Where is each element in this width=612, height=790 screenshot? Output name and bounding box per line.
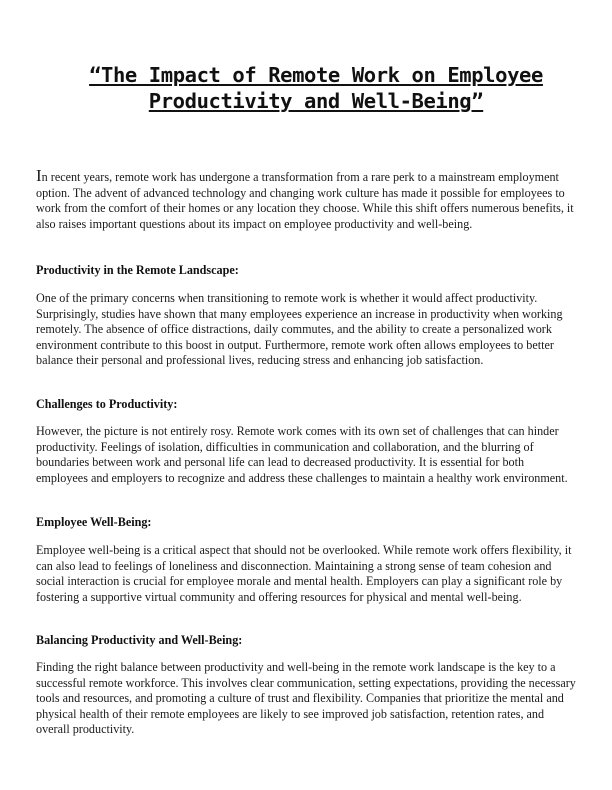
section-heading-well-being: Employee Well-Being: — [36, 515, 152, 529]
document-title: “The Impact of Remote Work on Employee Productivity and Well-Being” — [89, 63, 543, 113]
section-heading-challenges: Challenges to Productivity: — [36, 397, 178, 411]
section-heading-productivity: Productivity in the Remote Landscape: — [36, 263, 239, 277]
intro-paragraph: In recent years, remote work has undergone a transformation from a rare perk to a mainstream employment option. The advent of advanced technology and changing work culture has made it possible for employees to work from the comfort of their homes or any location they choose. While this shift offers numerous benefits, it also raises important questions about its impact on employee productivity and well-being. — [36, 166, 574, 231]
section-body-productivity: One of the primary concerns when transitioning to remote work is whether it would affect productivity. Surprisingly, studies have shown that many employees experience an increase in productivity when working remotely. The absence of office distractions, daily commutes, and the ability to create a personalized work environment contribute to this boost in output. Furthermore, remote work often allows employees to better balance their personal and professional lives, reducing stress and enhancing job satisfaction. — [36, 291, 563, 368]
section-body-well-being: Employee well-being is a critical aspect that should not be overlooked. While remote work offers flexibility, it can also lead to feelings of loneliness and disconnection. Maintaining a strong sense of team cohesion and social interaction is crucial for employee morale and mental health. Employers can play a significant role by fostering a supportive virtual community and offering resources for physical and mental well-being. — [36, 543, 572, 604]
section-body-balancing: Finding the right balance between productivity and well-being in the remote work landscape is the key to a successful remote workforce. This involves clear communication, setting expectations, providing the necessary tools and resources, and promoting a culture of trust and flexibility. Companies that prioritize the mental and physical health of their remote employees are likely to see improved job satisfaction, retention rates, and overall productivity. — [36, 660, 576, 737]
section-heading-balancing: Balancing Productivity and Well-Being: — [36, 633, 243, 647]
section-body-challenges: However, the picture is not entirely rosy. Remote work comes with its own set of challenges that can hinder productivity. Feelings of isolation, difficulties in communication and collaboration, and the blurring of boundaries between work and personal life can lead to decreased productivity. It is essential for both employees and employers to recognize and address these challenges to maintain a healthy work environment. — [36, 424, 568, 485]
